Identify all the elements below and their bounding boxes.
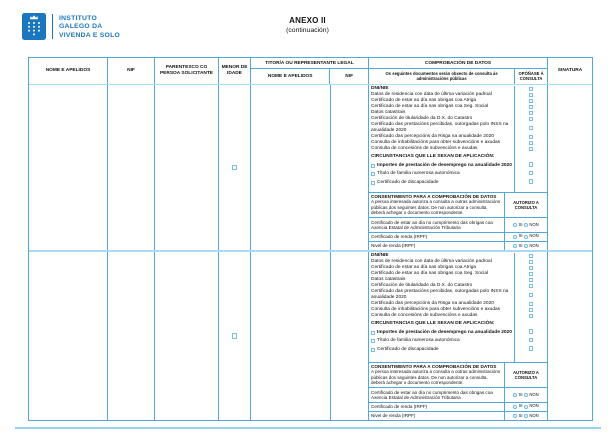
- doc-item-label: Consulta de inhabilitacións para obter subvencións e axudas: [369, 140, 515, 146]
- non-radio[interactable]: [524, 414, 528, 418]
- col-header-nif: [108, 58, 155, 84]
- col-header-titor-nif: [330, 69, 368, 84]
- docs-filler-row: [369, 353, 547, 362]
- doc-item-label: Datos de residencia con data de última variación padroal: [369, 92, 515, 98]
- table-header: [29, 58, 592, 85]
- circunstancia-label: Título de familia numerosa autonómica: [377, 338, 460, 343]
- non-radio[interactable]: [524, 223, 528, 227]
- docs-filler-box: [515, 353, 547, 362]
- si-radio[interactable]: [513, 414, 517, 418]
- col-header-titor-nome-label: NOME E APELIDOS: [267, 74, 313, 79]
- doc-item-row: [369, 289, 547, 301]
- oponase-checkbox-cell: [515, 336, 547, 345]
- oponase-checkbox[interactable]: [529, 126, 534, 131]
- non-label: NON: [529, 412, 539, 418]
- col-header-parentesco: [155, 58, 219, 84]
- oponase-checkbox[interactable]: [529, 308, 534, 313]
- doc-item-label: Certificado das percepcións da Risga na anualidade 2020: [369, 134, 515, 140]
- doc-item-label: DNI/NIE: [369, 86, 515, 92]
- non-label: NON: [529, 391, 539, 397]
- titor-nome-input-cell[interactable]: [251, 85, 331, 250]
- consent-paragraph: A persoa interesada autoriza a consulta a outras administracións públicas dos seguintes datos. De non autorizar a consulta, deberá achegar o documento correspondente.: [371, 369, 501, 385]
- col-header-menor-l2: IDADE: [227, 71, 242, 76]
- col-header-oponase-l1: OPÓÑASE Á: [518, 70, 544, 76]
- col-header-sinatura-label: SINATURA: [557, 68, 583, 74]
- autorizo-header: [505, 363, 547, 387]
- circunstancia-label: Certificado de discapacidade: [377, 346, 439, 352]
- docs-section: [369, 85, 547, 250]
- circunstancias-header-row: [369, 319, 547, 327]
- circunstancia-row: [369, 336, 547, 345]
- oponase-checkbox[interactable]: [529, 93, 534, 98]
- menor-idade-cell: [219, 252, 251, 420]
- doc-item-label: Datos catastrais: [369, 110, 515, 116]
- oponase-checkbox[interactable]: [529, 162, 534, 167]
- col-header-titor-nome: [251, 69, 330, 84]
- consent-header-row: [369, 193, 547, 217]
- consent-section: [369, 192, 547, 250]
- table-row-block-2: [29, 250, 592, 420]
- oponase-checkbox[interactable]: [529, 99, 534, 104]
- consent-section: [369, 362, 547, 420]
- sinatura-cell[interactable]: [548, 85, 592, 250]
- doc-item-label: Datos catastrais: [369, 277, 515, 283]
- titor-nome-input-cell[interactable]: [251, 252, 331, 420]
- logo-text-line-2: GALEGO DA: [59, 23, 103, 31]
- col-header-oponase-l2: CONSULTA: [519, 75, 543, 81]
- col-group-titor-sub: [251, 69, 368, 84]
- docs-list: [369, 86, 547, 152]
- consent-doc-label: Certificado de estar ao día no cumprimento das obrigas coa Axencia Estatal de Administración Tributaria: [369, 388, 505, 401]
- consent-header-row: [369, 363, 547, 387]
- si-radio[interactable]: [513, 235, 517, 239]
- title-block: [0, 16, 615, 34]
- si-label: SI: [518, 221, 523, 227]
- circunstancia-row: [369, 327, 547, 336]
- consent-rows: [369, 217, 547, 250]
- consent-row: [369, 411, 547, 420]
- col-header-comprobacion: [369, 58, 547, 69]
- oponase-checkbox[interactable]: [529, 87, 534, 92]
- col-header-nome-label: NOME E APELIDOS: [45, 68, 91, 74]
- non-label: NON: [529, 233, 539, 239]
- menor-idade-checkbox[interactable]: [232, 165, 238, 171]
- oponase-checkbox[interactable]: [529, 135, 534, 140]
- doc-item-label: Consulta de concesións de subvencións e axudas: [369, 313, 515, 319]
- circunstancia-label: Importes de prestación de desemprego na anualidade 2020: [377, 162, 512, 168]
- col-header-titor-label: TITOR/A OU REPRESENTANTE LEGAL: [265, 60, 354, 66]
- doc-item-label: Certificado das prestacións percibidas, outorgadas polo INSS na anualidade 2020: [369, 122, 515, 134]
- oponase-checkbox-cell: [515, 177, 547, 186]
- docs-section: [369, 252, 547, 420]
- circunstancias-title: CIRCUNSTANCIAS QUE LLE SEXAN DE APLICACIÓN:: [369, 319, 515, 327]
- oponase-checkbox[interactable]: [529, 254, 534, 259]
- col-header-parentesco-l1: PARENTESCO CO: [165, 65, 208, 71]
- oponase-checkbox-cell: [515, 169, 547, 178]
- oponase-checkbox[interactable]: [529, 338, 534, 343]
- oponase-checkbox[interactable]: [529, 284, 534, 289]
- col-header-titor: [251, 58, 368, 69]
- consent-doc-label: Nivel de renda (IRPF): [369, 412, 505, 420]
- doc-item-label: Certificado de estar ao día nas obrigas coa Atriga: [369, 98, 515, 104]
- non-radio[interactable]: [524, 244, 528, 248]
- oponase-checkbox[interactable]: [529, 117, 534, 122]
- oponase-checkbox[interactable]: [529, 105, 534, 110]
- oponase-checkbox[interactable]: [529, 141, 534, 146]
- doc-item-label: DNI/NIE: [369, 253, 515, 259]
- si-label: SI: [518, 391, 523, 397]
- circunstancia-checkbox[interactable]: [371, 339, 375, 343]
- oponase-checkbox-cell: [515, 344, 547, 353]
- non-radio[interactable]: [524, 235, 528, 239]
- circunstancia-cell: [369, 344, 515, 353]
- circunstancia-cell: [369, 177, 515, 186]
- oponase-checkbox-cell: [515, 122, 547, 134]
- docs-list: [369, 253, 547, 319]
- oponase-checkbox[interactable]: [529, 147, 534, 152]
- menor-idade-cell: [219, 85, 251, 250]
- doc-item-label: Certificado de estar ao día nas obrigas coa Seg. Social: [369, 104, 515, 110]
- doc-item-label: Consulta de inhabilitacións para obter subvencións e axudas: [369, 307, 515, 313]
- docs-filler-text: [369, 353, 515, 362]
- circunstancias-title: CIRCUNSTANCIAS QUE LLE SEXAN DE APLICACIÓN:: [369, 152, 515, 160]
- autorizo-radio-group: [505, 388, 547, 401]
- circunstancia-row: [369, 160, 547, 169]
- circunstancias-header-row: [369, 152, 547, 160]
- nome-apelidos-input-cell[interactable]: [29, 252, 108, 420]
- circunstancia-checkbox[interactable]: [371, 348, 375, 352]
- si-label: SI: [518, 412, 523, 418]
- oponase-checkbox[interactable]: [529, 179, 534, 184]
- col-header-docs-label: Os seguintes documentos serán obxecto de consulta ás administracións públicas: [385, 70, 498, 81]
- col-header-parentesco-l2: PERSOA SOLICITANTE: [159, 71, 214, 76]
- autorizo-header-l1: AUTORIZO A: [513, 199, 539, 205]
- circunstancia-row: [369, 177, 547, 186]
- nif-input-cell[interactable]: [108, 85, 155, 250]
- oponase-checkbox-cell: [515, 327, 547, 336]
- col-header-menor: [219, 58, 251, 84]
- consent-rows: [369, 387, 547, 420]
- oponase-checkbox[interactable]: [529, 278, 534, 283]
- consent-row: [369, 387, 547, 401]
- circunstancia-cell: [369, 327, 515, 336]
- col-group-comprobacion-sub: [369, 69, 547, 84]
- oponase-checkbox-cell: [515, 160, 547, 169]
- col-group-comprobacion: [369, 58, 548, 84]
- circunstancia-checkbox[interactable]: [371, 331, 375, 335]
- circunstancia-checkbox[interactable]: [371, 164, 375, 168]
- nif-input-cell[interactable]: [108, 252, 155, 420]
- autorizo-radio-group: [505, 412, 547, 420]
- autorizo-radio-group: [505, 242, 547, 250]
- consent-header-text: [369, 363, 505, 387]
- doc-item-label: Certificación de titularidade da D.X. do Catastro: [369, 283, 515, 289]
- consent-row: [369, 402, 547, 411]
- autorizo-header-l2: CONSULTA: [514, 374, 538, 380]
- si-radio[interactable]: [513, 244, 517, 248]
- parentesco-input-cell[interactable]: [155, 85, 219, 250]
- page-subtitle: (continuación): [286, 26, 329, 34]
- si-label: SI: [518, 242, 523, 248]
- table-row-block-1: [29, 85, 592, 250]
- oponase-checkbox[interactable]: [529, 260, 534, 265]
- footer-rule: [15, 427, 601, 429]
- circunstancia-checkbox[interactable]: [371, 181, 375, 185]
- consent-header-text: [369, 193, 505, 217]
- circunstancias-list: [369, 327, 547, 353]
- logo-text-line-1: INSTITUTO: [59, 15, 97, 22]
- circunstancia-label: Importes de prestación de desemprego na anualidade 2020: [377, 329, 512, 335]
- circunstancia-label: Certificado de discapacidade: [377, 179, 439, 185]
- consent-title: CONSENTIMENTO PARA A COMPROBACIÓN DE DATOS: [371, 193, 497, 199]
- col-header-comprobacion-label: COMPROBACIÓN DE DATOS: [424, 60, 492, 66]
- circunstancias-header-spacer: [515, 152, 547, 160]
- si-label: SI: [518, 403, 523, 409]
- autorizo-radio-group: [505, 233, 547, 241]
- comprobacion-cell: [369, 252, 548, 420]
- circunstancia-row: [369, 169, 547, 178]
- titor-nif-input-cell[interactable]: [331, 252, 369, 420]
- doc-item-label: Certificado das prestacións percibidas, outorgadas polo INSS na anualidade 2020: [369, 289, 515, 301]
- col-header-nome: [29, 58, 108, 84]
- comprobacion-cell: [369, 85, 548, 250]
- circunstancia-checkbox[interactable]: [371, 172, 375, 176]
- consent-row: [369, 232, 547, 241]
- doc-item-label: Certificado de estar ao día nas obrigas coa Seg. Social: [369, 271, 515, 277]
- logo-text-line-3: VIVENDA E SOLO: [59, 31, 121, 39]
- circunstancias-header-spacer: [515, 319, 547, 327]
- consent-title: CONSENTIMENTO PARA A COMPROBACIÓN DE DATOS: [371, 363, 497, 369]
- autorizo-header: [505, 193, 547, 217]
- nome-apelidos-input-cell[interactable]: [29, 85, 108, 250]
- oponase-checkbox[interactable]: [529, 314, 534, 319]
- si-radio[interactable]: [513, 405, 517, 409]
- circunstancias-list: [369, 160, 547, 186]
- col-header-sinatura: [548, 58, 592, 84]
- col-group-titor: [251, 58, 369, 84]
- circunstancia-cell: [369, 160, 515, 169]
- consent-doc-label: Certificado de renda (IRPF): [369, 403, 505, 411]
- autorizo-radio-group: [505, 218, 547, 231]
- oponase-checkbox[interactable]: [529, 302, 534, 307]
- non-label: NON: [529, 403, 539, 409]
- page-title: ANEXO II: [289, 16, 326, 25]
- circunstancia-row: [369, 344, 547, 353]
- oponase-checkbox[interactable]: [529, 266, 534, 271]
- si-label: SI: [518, 233, 523, 239]
- col-header-oponase: [515, 69, 547, 84]
- circunstancia-cell: [369, 169, 515, 178]
- non-label: NON: [529, 242, 539, 248]
- oponase-checkbox[interactable]: [529, 111, 534, 116]
- oponase-checkbox[interactable]: [529, 329, 534, 334]
- doc-item-row: [369, 122, 547, 134]
- si-radio[interactable]: [513, 223, 517, 227]
- non-radio[interactable]: [524, 405, 528, 409]
- consent-paragraph: A persoa interesada autoriza a consulta a outras administracións públicas dos seguintes datos. De non autorizar a consulta, deberá achegar o documento correspondente.: [371, 199, 501, 215]
- non-label: NON: [529, 221, 539, 227]
- consent-doc-label: Certificado de estar ao día no cumprimento das obrigas coa Axencia Estatal de Administración Tributaria: [369, 218, 505, 231]
- menor-idade-checkbox[interactable]: [232, 333, 238, 339]
- consent-row: [369, 241, 547, 250]
- autorizo-header-l2: CONSULTA: [514, 204, 538, 210]
- doc-item-label: Certificación de titularidade da D.X. do Catastro: [369, 116, 515, 122]
- oponase-checkbox[interactable]: [529, 293, 534, 298]
- col-header-docs: [369, 69, 515, 84]
- col-header-menor-l1: MENOR DE: [221, 65, 248, 71]
- circunstancia-label: Título de familia numerosa autonómica: [377, 171, 460, 176]
- non-radio[interactable]: [524, 393, 528, 397]
- consent-doc-label: Certificado de renda (IRPF): [369, 233, 505, 241]
- parentesco-input-cell[interactable]: [155, 252, 219, 420]
- oponase-checkbox[interactable]: [529, 171, 534, 176]
- oponase-checkbox-cell: [515, 289, 547, 301]
- oponase-checkbox[interactable]: [529, 272, 534, 277]
- form-table: [28, 57, 593, 421]
- doc-item-label: Datos de residencia con data de última variación padroal: [369, 259, 515, 265]
- doc-item-label: Certificado de estar ao día nas obrigas coa Atriga: [369, 265, 515, 271]
- autorizo-radio-group: [505, 403, 547, 411]
- consent-row: [369, 217, 547, 231]
- doc-item-label: Consulta de concesións de subvencións e axudas: [369, 146, 515, 152]
- si-radio[interactable]: [513, 393, 517, 397]
- consent-doc-label: Nivel de renda (IRPF): [369, 242, 505, 250]
- autorizo-header-l1: AUTORIZO A: [513, 369, 539, 375]
- sinatura-cell[interactable]: [548, 252, 592, 420]
- col-header-nif-label: NIF: [127, 68, 135, 74]
- oponase-checkbox[interactable]: [529, 346, 534, 351]
- col-header-titor-nif-label: NIF: [345, 74, 354, 79]
- circunstancia-cell: [369, 336, 515, 345]
- titor-nif-input-cell[interactable]: [331, 85, 369, 250]
- doc-item-label: Certificado das percepcións da Risga na anualidade 2020: [369, 301, 515, 307]
